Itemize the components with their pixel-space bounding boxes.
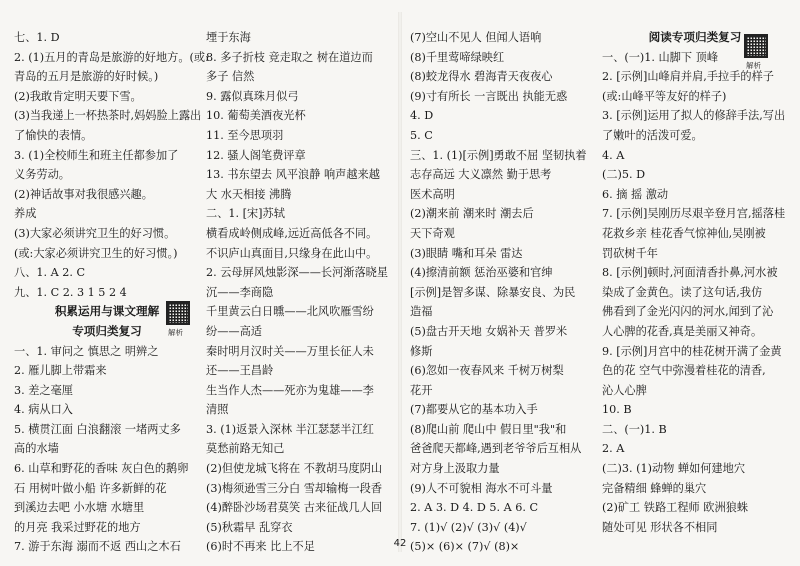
answer-line: 志存高远 大义凛然 勤于思考	[410, 168, 552, 182]
answer-line: (3)梅须逊雪三分白 雪却输梅一段香	[206, 481, 383, 495]
answer-line: 13. 书东望去 风平浪静 响声越来越	[206, 168, 380, 182]
answer-line: 花开	[410, 383, 433, 397]
answer-line: 7. [示例]吴刚历尽艰辛登月宫,摇落桂	[602, 207, 786, 221]
answer-line: 的月亮 我采过野花的地方	[14, 520, 141, 534]
answer-line: 高的水墙	[14, 442, 59, 456]
answer-line: 8. 多子折枝 竞走取之 树在道边而	[206, 50, 373, 64]
answer-line: 8. [示例]顿时,河面清香扑鼻,河水被	[602, 266, 778, 280]
answer-line: 12. 骚人阁笔费评章	[206, 148, 306, 162]
answer-line: 花救乡亲 桂花香气惊神仙,吴刚被	[602, 226, 766, 240]
answer-line: 还——王昌龄	[206, 364, 274, 378]
answer-line: 6. 山草和野花的香味 灰白色的鹅卵	[14, 462, 189, 476]
answer-line: 三、1. (1)[示例]勇敢不屈 坚韧执着	[410, 148, 587, 162]
answer-line: 义务劳动。	[14, 168, 70, 182]
answer-line: (二)5. D	[602, 168, 646, 182]
answer-line: (3)大家必须讲究卫生的好习惯。	[14, 226, 176, 240]
answer-line: 天下奇观	[410, 226, 455, 240]
answer-line: [示例]是智多谋、除暴安良、为民	[410, 285, 576, 299]
answer-line: 到溪边去吧 小水塘 水塘里	[14, 501, 145, 515]
answer-line: 10. 葡萄美酒夜光杯	[206, 109, 306, 123]
answer-line: 石 用树叶做小船 许多新鲜的花	[14, 481, 167, 495]
answer-line: 莫愁前路无知己	[206, 442, 285, 456]
qr-code-icon[interactable]	[744, 34, 768, 58]
answer-line: 二、(一)1. B	[602, 422, 667, 436]
answer-line: 千里黄云白日曛——北风吹雁雪纷	[206, 305, 374, 319]
section-heading: 阅读专项归类复习	[648, 30, 742, 44]
answer-line: (5)盘古开天地 女娲补天 普罗米	[410, 324, 568, 338]
answer-line: 9. [示例]月宫中的桂花树开满了金黄	[602, 344, 782, 358]
answer-line: 九、1. C 2. 3 1 5 2 4	[14, 285, 127, 299]
answer-line: 10. B	[602, 403, 632, 417]
answer-line: 5. C	[410, 128, 433, 142]
answer-line: 染成了金黄色。读了这句话,我仿	[602, 285, 763, 299]
answer-line: 色的花 空气中弥漫着桂花的清香,	[602, 364, 766, 378]
qr-code-icon[interactable]	[166, 301, 190, 325]
answer-line: 11. 至今思项羽	[206, 128, 284, 142]
answer-line: 6. 摘 摇 激动	[602, 187, 669, 201]
answer-line: 秦时明月汉时关——万里长征人未	[206, 344, 374, 358]
answer-line: (3)当我递上一杯热茶时,妈妈脸上露出	[14, 109, 202, 123]
column-1	[14, 28, 209, 557]
book-gutter	[398, 12, 402, 552]
answer-line: 随处可见 形状各不相同	[602, 520, 718, 534]
answer-line: 2. A	[602, 442, 625, 456]
answer-line: 一、1. 审问之 慎思之 明辨之	[14, 344, 159, 358]
answer-line: 5. 横贯江面 白浪翻滚 一堵两丈多	[14, 422, 181, 436]
answer-line: (9)人不可貌相 海水不可斗量	[410, 481, 553, 495]
answer-line: 对方身上汲取力量	[410, 462, 500, 476]
answer-line: (8)蛟龙得水 碧海青天夜夜心	[410, 70, 553, 84]
answer-line: (7)空山不见人 但闻人语响	[410, 31, 542, 44]
answer-line: 罚砍树千年	[602, 246, 658, 260]
answer-line: (6)忽如一夜春风来 千树万树梨	[410, 364, 564, 378]
answer-line: 人心脾的花香,真是美丽又神奇。	[602, 324, 763, 338]
column-4	[602, 28, 788, 537]
answer-line: 八、1. A 2. C	[14, 266, 86, 280]
answer-line: 清照	[206, 403, 229, 417]
answer-line: 3. (1)全校师生和班主任都参加了	[14, 148, 179, 162]
answer-line: 大 水天相接 沸腾	[206, 187, 292, 201]
answer-line: 4. D	[410, 109, 434, 123]
answer-line: 二、1. [宋]苏轼	[206, 207, 285, 221]
answer-line: 2. 云母屏风烛影深——长河渐落晓星	[206, 266, 389, 280]
answer-line: 9. 露似真珠月似弓	[206, 89, 299, 103]
answer-line: 2. (1)五月的青岛是旅游的好地方。(或:	[14, 50, 209, 64]
answer-line: 纷——高适	[206, 324, 262, 338]
answer-line: (5)× (6)× (7)√ (8)×	[410, 540, 520, 554]
answer-line: 不识庐山真面目,只缘身在此山中。	[206, 246, 378, 260]
answer-line: (6)时不再来 比上不足	[206, 540, 315, 554]
answer-line: (8)千里莺啼绿映红	[410, 50, 505, 64]
answer-line: (4)醉卧沙场君莫笑 古来征战几人回	[206, 501, 383, 515]
answer-line: (二)3. (1)动物 蝉如何建地穴	[602, 462, 746, 476]
qr-label: 解析	[168, 328, 183, 337]
answer-line: 佛看到了金光闪闪的河水,闻到了沁	[602, 305, 774, 319]
answer-line: (7)都要从它的基本功入手	[410, 403, 538, 417]
answer-line: 2. 雁儿脚上带霜来	[14, 364, 107, 378]
answer-line: (4)擦清前额 惩治巫婆和官绅	[410, 266, 553, 280]
answer-line: 多子 信然	[206, 70, 255, 84]
answer-line: 七、1. D	[14, 31, 60, 44]
answer-line: 3. 差之毫厘	[14, 383, 73, 397]
answer-line: 了愉快的表情。	[14, 128, 93, 142]
answer-line: (5)秋霜早 乱穿衣	[206, 520, 293, 534]
answer-line: (2)神话故事对我很感兴趣。	[14, 187, 153, 201]
answer-line: 医术高明	[410, 187, 455, 201]
answer-line: (3)眼睛 嘴和耳朵 雷达	[410, 246, 523, 260]
answer-line: 4. A	[602, 148, 625, 162]
answer-line: (或:山峰平等友好的样子)	[602, 89, 727, 103]
answer-line: 青岛的五月是旅游的好时候。)	[14, 70, 159, 84]
answer-line: 一、(一)1. 山脚下 顶峰	[602, 50, 719, 64]
answer-line: 造福	[410, 305, 433, 319]
answer-line: 横看成岭侧成峰,远近高低各不同。	[206, 226, 378, 240]
qr-label: 解析	[746, 61, 761, 70]
column-3	[410, 28, 596, 557]
column-2	[206, 28, 392, 557]
answer-line: 4. 病从口入	[14, 403, 73, 417]
answer-line: (2)潮来前 潮来时 潮去后	[410, 207, 534, 221]
answer-line: 完备精细 蜂蝉的巢穴	[602, 481, 707, 495]
answer-line: 爸爸爬天都峰,遇到老爷爷后互相从	[410, 442, 582, 456]
answer-line: 堙于东海	[206, 31, 251, 44]
answer-line: (9)寸有所长 一言既出 执能无惑	[410, 89, 568, 103]
answer-line: 修斯	[410, 344, 433, 358]
answer-line: (2)我敢肯定明天要下雪。	[14, 89, 142, 103]
answer-line: 沉——李商隐	[206, 285, 274, 299]
answer-line: (8)爬山前 爬山中 假日里"我"和	[410, 422, 567, 436]
answer-line: 了嫩叶的活泼可爱。	[602, 128, 703, 142]
answer-line: 7. 游于东海 溺而不返 西山之木石	[14, 540, 181, 554]
answer-line: 养成	[14, 207, 37, 221]
answer-line: (2)矿工 铁路工程师 欧洲狼蛛	[602, 501, 749, 515]
answer-line: (或:大家必须讲究卫生的好习惯。)	[14, 246, 178, 260]
answer-line: 3. [示例]运用了拟人的修辞手法,写出	[602, 109, 786, 123]
section-heading: 积累运用与课文理解	[54, 304, 160, 319]
answer-line: 生当作人杰——死亦为鬼雄——李	[206, 383, 374, 397]
answer-line: 7. (1)√ (2)√ (3)√ (4)√	[410, 520, 527, 534]
section-heading: 专项归类复习	[72, 323, 142, 338]
answer-line: 3. (1)返景入深林 半江瑟瑟半江红	[206, 422, 374, 436]
answer-line: 沁人心脾	[602, 383, 647, 397]
answer-line: 2. A 3. D 4. D 5. A 6. C	[410, 501, 539, 515]
page-number: 42	[393, 538, 407, 549]
answer-line: (2)但使龙城飞将在 不教胡马度阴山	[206, 462, 383, 476]
answer-line: 2. [示例]山峰肩并肩,手拉手的样子	[602, 70, 774, 84]
